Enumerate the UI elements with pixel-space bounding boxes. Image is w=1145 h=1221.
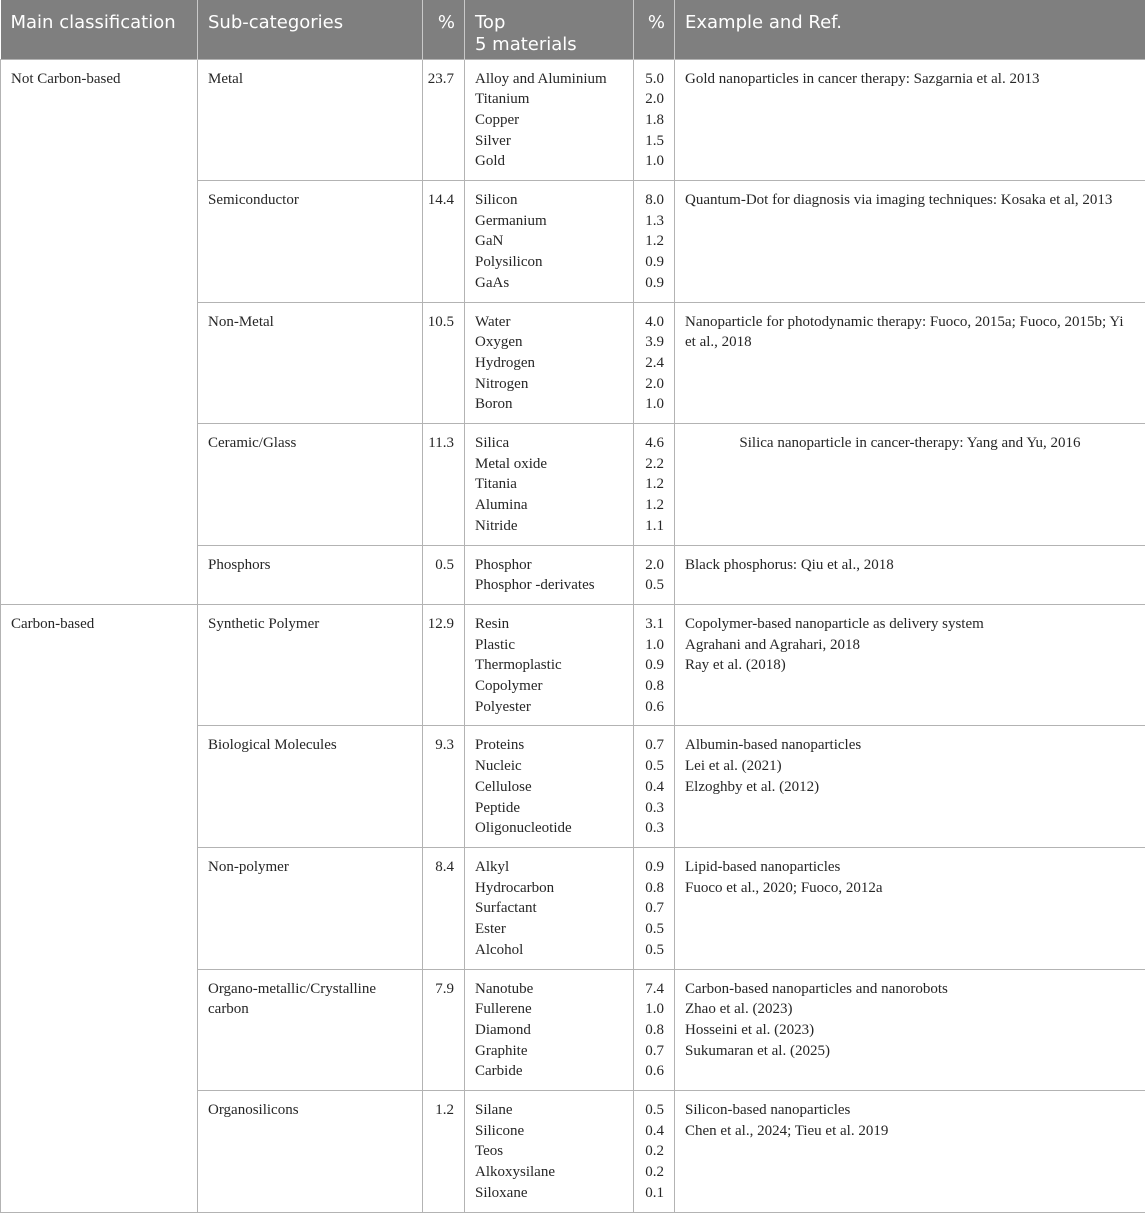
material-name: Ester <box>475 921 506 938</box>
material-name: Resin <box>475 615 510 632</box>
example-reference: Albumin-based nanoparticles <box>685 737 862 754</box>
sub-category-text: carbon <box>208 1001 249 1018</box>
material-percent-cell <box>634 545 675 604</box>
example-cell <box>675 726 1145 848</box>
material-name: Nitrogen <box>475 375 529 392</box>
sub-category-percent: 1.2 <box>423 1091 465 1213</box>
material-percent: 2.0 <box>645 556 664 573</box>
materials-cell <box>465 545 634 604</box>
material-percent: 1.2 <box>645 476 664 493</box>
sub-category-text: Organosilicons <box>208 1102 299 1119</box>
sub-category-cell <box>198 848 423 970</box>
material-percent-cell <box>634 604 675 726</box>
material-name: Boron <box>475 396 513 413</box>
material-name: Oxygen <box>475 334 523 351</box>
example-reference: Silica nanoparticle in cancer-therapy: Yang and Yu, 2016 <box>739 435 1081 452</box>
header-main-classification: Main classification <box>1 0 198 59</box>
example-cell <box>675 969 1145 1091</box>
sub-category-text: Phosphors <box>208 556 271 573</box>
example-cell <box>675 1091 1145 1213</box>
material-name: Silicon <box>475 192 518 209</box>
material-name: Thermoplastic <box>475 657 562 674</box>
material-percent: 1.0 <box>645 1001 664 1018</box>
material-name: Nucleic <box>475 758 522 775</box>
material-percent: 0.5 <box>645 921 664 938</box>
material-name: Cellulose <box>475 778 532 795</box>
material-percent: 0.5 <box>645 941 664 958</box>
material-percent: 1.0 <box>645 153 664 170</box>
material-name: GaAs <box>475 274 510 291</box>
sub-category-cell <box>198 181 423 303</box>
material-name: Diamond <box>475 1021 531 1038</box>
material-name: Plastic <box>475 636 515 653</box>
example-reference: Ray et al. (2018) <box>685 657 786 674</box>
material-percent: 0.5 <box>645 1102 664 1119</box>
header-top-materials <box>465 0 634 59</box>
sub-category-cell <box>198 302 423 424</box>
material-name: GaN <box>475 233 504 250</box>
material-name: Nitride <box>475 517 518 534</box>
material-percent: 0.2 <box>645 1164 664 1181</box>
material-percent-cell <box>634 181 675 303</box>
sub-category-cell <box>198 424 423 546</box>
material-name: Silver <box>475 132 511 149</box>
example-reference: Hosseini et al. (2023) <box>685 1021 815 1038</box>
header-top-line2: 5 materials <box>475 34 577 55</box>
materials-cell <box>465 59 634 181</box>
material-percent: 0.3 <box>645 820 664 837</box>
sub-category-text: Biological Molecules <box>208 737 337 754</box>
example-reference: Agrahani and Agrahari, 2018 <box>685 636 860 653</box>
material-name: Alumina <box>475 497 528 514</box>
material-percent: 0.4 <box>645 1122 664 1139</box>
material-percent: 1.0 <box>645 636 664 653</box>
example-reference: Zhao et al. (2023) <box>685 1001 793 1018</box>
sub-category-cell <box>198 604 423 726</box>
example-reference: Carbon-based nanoparticles and nanorobots <box>685 980 948 997</box>
table-header-row <box>1 0 1145 59</box>
example-reference: Gold nanoparticles in cancer therapy: Sazgarnia et al. 2013 <box>685 70 1040 87</box>
material-percent: 4.0 <box>645 313 664 330</box>
example-cell <box>675 302 1145 424</box>
material-name: Fullerene <box>475 1001 532 1018</box>
example-reference: Silicon-based nanoparticles <box>685 1102 851 1119</box>
material-percent: 0.6 <box>645 698 664 715</box>
header-sub-categories: Sub-categories <box>198 0 423 59</box>
material-name: Peptide <box>475 799 520 816</box>
material-percent: 0.7 <box>645 1042 664 1059</box>
material-name: Alloy and Aluminium <box>475 70 607 87</box>
material-percent: 0.8 <box>645 1021 664 1038</box>
example-reference: Elzoghby et al. (2012) <box>685 778 820 795</box>
material-percent: 1.0 <box>645 396 664 413</box>
sub-category-percent: 14.4 <box>423 181 465 303</box>
material-percent: 0.5 <box>645 758 664 775</box>
sub-category-text: Synthetic Polymer <box>208 615 320 632</box>
material-percent: 7.4 <box>645 980 664 997</box>
material-name: Copolymer <box>475 678 543 695</box>
material-name: Silicone <box>475 1122 525 1139</box>
example-cell <box>675 604 1145 726</box>
table-row <box>1 59 1145 181</box>
example-reference: Sukumaran et al. (2025) <box>685 1042 830 1059</box>
material-percent: 0.8 <box>645 678 664 695</box>
example-reference: Lipid-based nanoparticles <box>685 859 841 875</box>
material-percent: 0.2 <box>645 1143 664 1160</box>
material-percent-cell <box>634 302 675 424</box>
material-percent: 1.1 <box>645 517 664 534</box>
materials-cell <box>465 424 634 546</box>
material-percent: 0.4 <box>645 778 664 795</box>
material-name: Alkyl <box>475 859 510 875</box>
material-name: Hydrogen <box>475 354 535 371</box>
example-reference: Fuoco et al., 2020; Fuoco, 2012a <box>685 879 883 896</box>
sub-category-cell <box>198 59 423 181</box>
material-percent: 1.5 <box>645 132 664 149</box>
material-percent: 0.5 <box>645 577 664 594</box>
sub-category-text: Metal <box>208 70 243 87</box>
table-body <box>1 59 1145 1212</box>
materials-cell <box>465 302 634 424</box>
material-name: Titanium <box>475 91 530 108</box>
example-cell <box>675 848 1145 970</box>
example-reference: Chen et al., 2024; Tieu et al. 2019 <box>685 1122 889 1139</box>
material-percent: 0.9 <box>645 254 664 271</box>
sub-category-cell <box>198 726 423 848</box>
material-percent: 0.9 <box>645 859 664 875</box>
material-name: Carbide <box>475 1063 523 1080</box>
materials-cell <box>465 726 634 848</box>
example-cell <box>675 424 1145 546</box>
material-percent: 1.3 <box>645 212 664 229</box>
table-row <box>1 604 1145 726</box>
materials-cell <box>465 969 634 1091</box>
material-name: Siloxane <box>475 1184 528 1201</box>
sub-category-text: Ceramic/Glass <box>208 435 297 452</box>
material-name: Polysilicon <box>475 254 543 271</box>
material-name: Hydrocarbon <box>475 879 555 896</box>
sub-category-cell <box>198 969 423 1091</box>
material-percent: 0.7 <box>645 737 664 754</box>
main-classification-cell: Carbon-based <box>1 604 198 1212</box>
material-name: Alkoxysilane <box>475 1164 555 1181</box>
material-name: Proteins <box>475 737 525 754</box>
header-top-line1: Top <box>475 12 506 33</box>
material-percent: 0.9 <box>645 657 664 674</box>
material-percent-cell <box>634 424 675 546</box>
material-name: Oligonucleotide <box>475 820 572 837</box>
sub-category-text: Organo-metallic/Crystalline <box>208 980 377 997</box>
example-reference: Copolymer-based nanoparticle as delivery system <box>685 615 984 632</box>
material-name: Water <box>475 313 511 330</box>
material-percent-cell <box>634 1091 675 1213</box>
material-name: Alcohol <box>475 941 524 958</box>
example-reference: Quantum-Dot for diagnosis via imaging techniques: Kosaka et al, 2013 <box>685 192 1113 209</box>
material-name: Graphite <box>475 1042 528 1059</box>
material-percent: 0.9 <box>645 274 664 291</box>
example-cell <box>675 545 1145 604</box>
material-percent: 1.2 <box>645 233 664 250</box>
material-percent-cell <box>634 848 675 970</box>
material-percent: 0.3 <box>645 799 664 816</box>
example-cell <box>675 181 1145 303</box>
material-percent-cell <box>634 726 675 848</box>
example-reference: Nanoparticle for photodynamic therapy: Fuoco, 2015a; Fuoco, 2015b; Yi et al., 2018 <box>685 313 1124 351</box>
material-percent-cell <box>634 969 675 1091</box>
sub-category-percent: 8.4 <box>423 848 465 970</box>
material-percent: 2.0 <box>645 375 664 392</box>
header-material-percent: % <box>634 0 675 59</box>
material-name: Teos <box>475 1143 504 1160</box>
sub-category-percent: 7.9 <box>423 969 465 1091</box>
materials-cell <box>465 1091 634 1213</box>
material-percent: 8.0 <box>645 192 664 209</box>
material-name: Copper <box>475 111 520 128</box>
material-percent: 4.6 <box>645 435 664 452</box>
main-classification-cell: Not Carbon-based <box>1 59 198 604</box>
material-name: Phosphor -derivates <box>475 577 595 594</box>
header-percent: % <box>423 0 465 59</box>
material-name: Metal oxide <box>475 455 548 472</box>
material-name: Titania <box>475 476 517 493</box>
material-percent: 1.2 <box>645 497 664 514</box>
material-percent: 2.2 <box>645 455 664 472</box>
material-percent: 2.4 <box>645 354 664 371</box>
material-name: Silane <box>475 1102 513 1119</box>
sub-category-percent: 23.7 <box>423 59 465 181</box>
material-name: Germanium <box>475 212 547 229</box>
material-percent: 0.8 <box>645 879 664 896</box>
material-name: Silica <box>475 435 510 452</box>
example-reference: Black phosphorus: Qiu et al., 2018 <box>685 556 894 573</box>
materials-cell <box>465 181 634 303</box>
material-percent: 0.6 <box>645 1063 664 1080</box>
sub-category-percent: 12.9 <box>423 604 465 726</box>
material-percent: 3.9 <box>645 334 664 351</box>
sub-category-text: Non-polymer <box>208 859 289 875</box>
material-percent-cell <box>634 59 675 181</box>
sub-category-text: Non-Metal <box>208 313 274 330</box>
material-name: Polyester <box>475 698 531 715</box>
material-name: Phosphor <box>475 556 532 573</box>
material-name: Surfactant <box>475 900 537 917</box>
material-percent: 2.0 <box>645 91 664 108</box>
material-percent: 1.8 <box>645 111 664 128</box>
materials-cell <box>465 848 634 970</box>
sub-category-percent: 9.3 <box>423 726 465 848</box>
sub-category-percent: 11.3 <box>423 424 465 546</box>
material-name: Gold <box>475 153 505 170</box>
sub-category-percent: 0.5 <box>423 545 465 604</box>
sub-category-percent: 10.5 <box>423 302 465 424</box>
material-name: Nanotube <box>475 980 534 997</box>
example-reference: Lei et al. (2021) <box>685 758 782 775</box>
material-percent: 3.1 <box>645 615 664 632</box>
materials-cell <box>465 604 634 726</box>
example-cell <box>675 59 1145 181</box>
sub-category-cell <box>198 1091 423 1213</box>
material-percent: 0.1 <box>645 1184 664 1201</box>
sub-category-text: Semiconductor <box>208 192 299 209</box>
header-example: Example and Ref. <box>675 0 1145 59</box>
material-percent: 0.7 <box>645 900 664 917</box>
material-percent: 5.0 <box>645 70 664 87</box>
sub-category-cell <box>198 545 423 604</box>
